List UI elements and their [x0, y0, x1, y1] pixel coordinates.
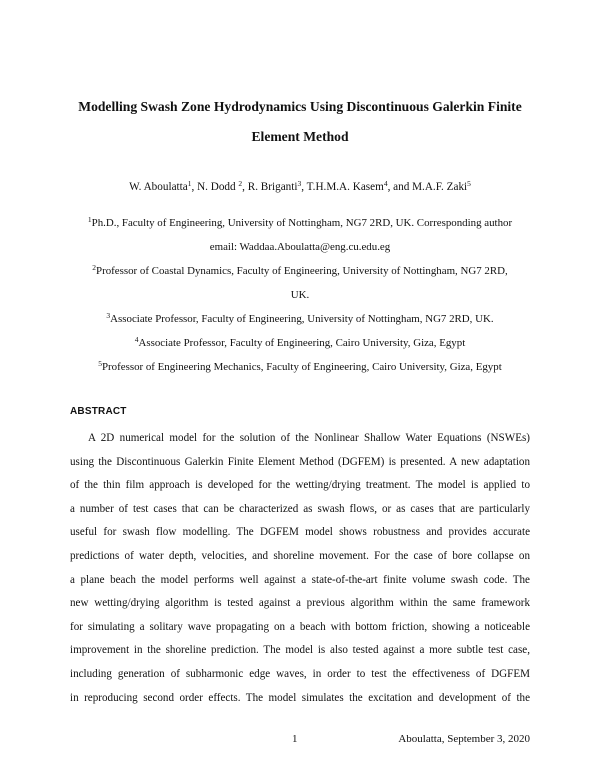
- abstract-line: including generation of subharmonic edge waves, in order to test the effectiveness of DGFEM: [70, 667, 530, 680]
- abstract-line: for simulating a solitary wave propagating on a beach with bottom friction, showing a noticeable: [70, 620, 530, 633]
- author: M.A.F. Zaki$^5$: [412, 179, 471, 193]
- abstract-line: a number of test cases that can be characterized as swash flows, or as cases that are particularly: [70, 502, 530, 515]
- title-line-2: Element Method: [251, 129, 349, 144]
- author: N. Dodd $^2$,: [197, 179, 248, 193]
- abstract-line: useful for swash flow modelling. The DGFEM model shows robustness and provides accurate: [70, 526, 530, 539]
- abstract-body: [70, 427, 530, 710]
- abstract-line: predictions of water depth, velocities, and shoreline movement. For the case of bore collapse on: [70, 549, 530, 562]
- author: T.H.M.A. Kasem$^4$, and: [306, 179, 413, 193]
- running-footer: Aboulatta, September 3, 2020: [398, 733, 530, 745]
- abstract-line: a plane beach the model performs well against a state-of-the-art finite volume swash code. The: [70, 573, 530, 586]
- corresponding-email: email: Waddaa.Aboulatta@eng.cu.edu.eg: [209, 241, 391, 253]
- abstract-line: new wetting/drying algorithm is tested against a previous algorithm within the same framework: [70, 597, 530, 610]
- abstract-line: of the thin film approach is developed for the wetting/drying treatment. The model is applied to: [70, 479, 530, 492]
- page-number: 1: [292, 733, 298, 745]
- author: R. Briganti$^3$,: [247, 179, 307, 193]
- abstract-line: improvement in the shoreline prediction. The model is also tested against a more subtle test case,: [70, 644, 530, 657]
- title-line-1: Modelling Swash Zone Hydrodynamics Using Discontinuous Galerkin Finite: [78, 99, 522, 114]
- abstract-line: in reproducing second order effects. The model simulates the excitation and development of the: [70, 691, 530, 704]
- affiliation-3: $^3$Associate Professor, Faculty of Engineering, University of Nottingham, NG7 2RD, UK.: [106, 311, 494, 325]
- paper-title: [70, 92, 530, 152]
- abstract-heading: ABSTRACT: [70, 406, 127, 417]
- affiliation-2: $^2$Professor of Coastal Dynamics, Faculty of Engineering, University of Nottingham, NG7 2RD, UK.: [92, 263, 508, 301]
- affiliation-5: $^5$Professor of Engineering Mechanics, Faculty of Engineering, Cairo University, Giza, Egypt: [98, 359, 502, 373]
- affiliation-1: $^1$Ph.D., Faculty of Engineering, University of Nottingham, NG7 2RD, UK. Corresponding author email: Waddaa.Aboulatta@eng.cu.edu.eg: [60, 208, 540, 259]
- affiliation-4: $^4$Associate Professor, Faculty of Engineering, Cairo University, Giza, Egypt: [134, 335, 466, 349]
- author: W. Aboulatta$^1$,: [129, 179, 198, 193]
- abstract-line: A 2D numerical model for the solution of the Nonlinear Shallow Water Equations (NSWEs): [88, 432, 530, 444]
- author-list: [40, 176, 560, 195]
- abstract-line: using the Discontinuous Galerkin Finite Element Method (DGFEM) is presented. A new adaptation: [70, 455, 530, 468]
